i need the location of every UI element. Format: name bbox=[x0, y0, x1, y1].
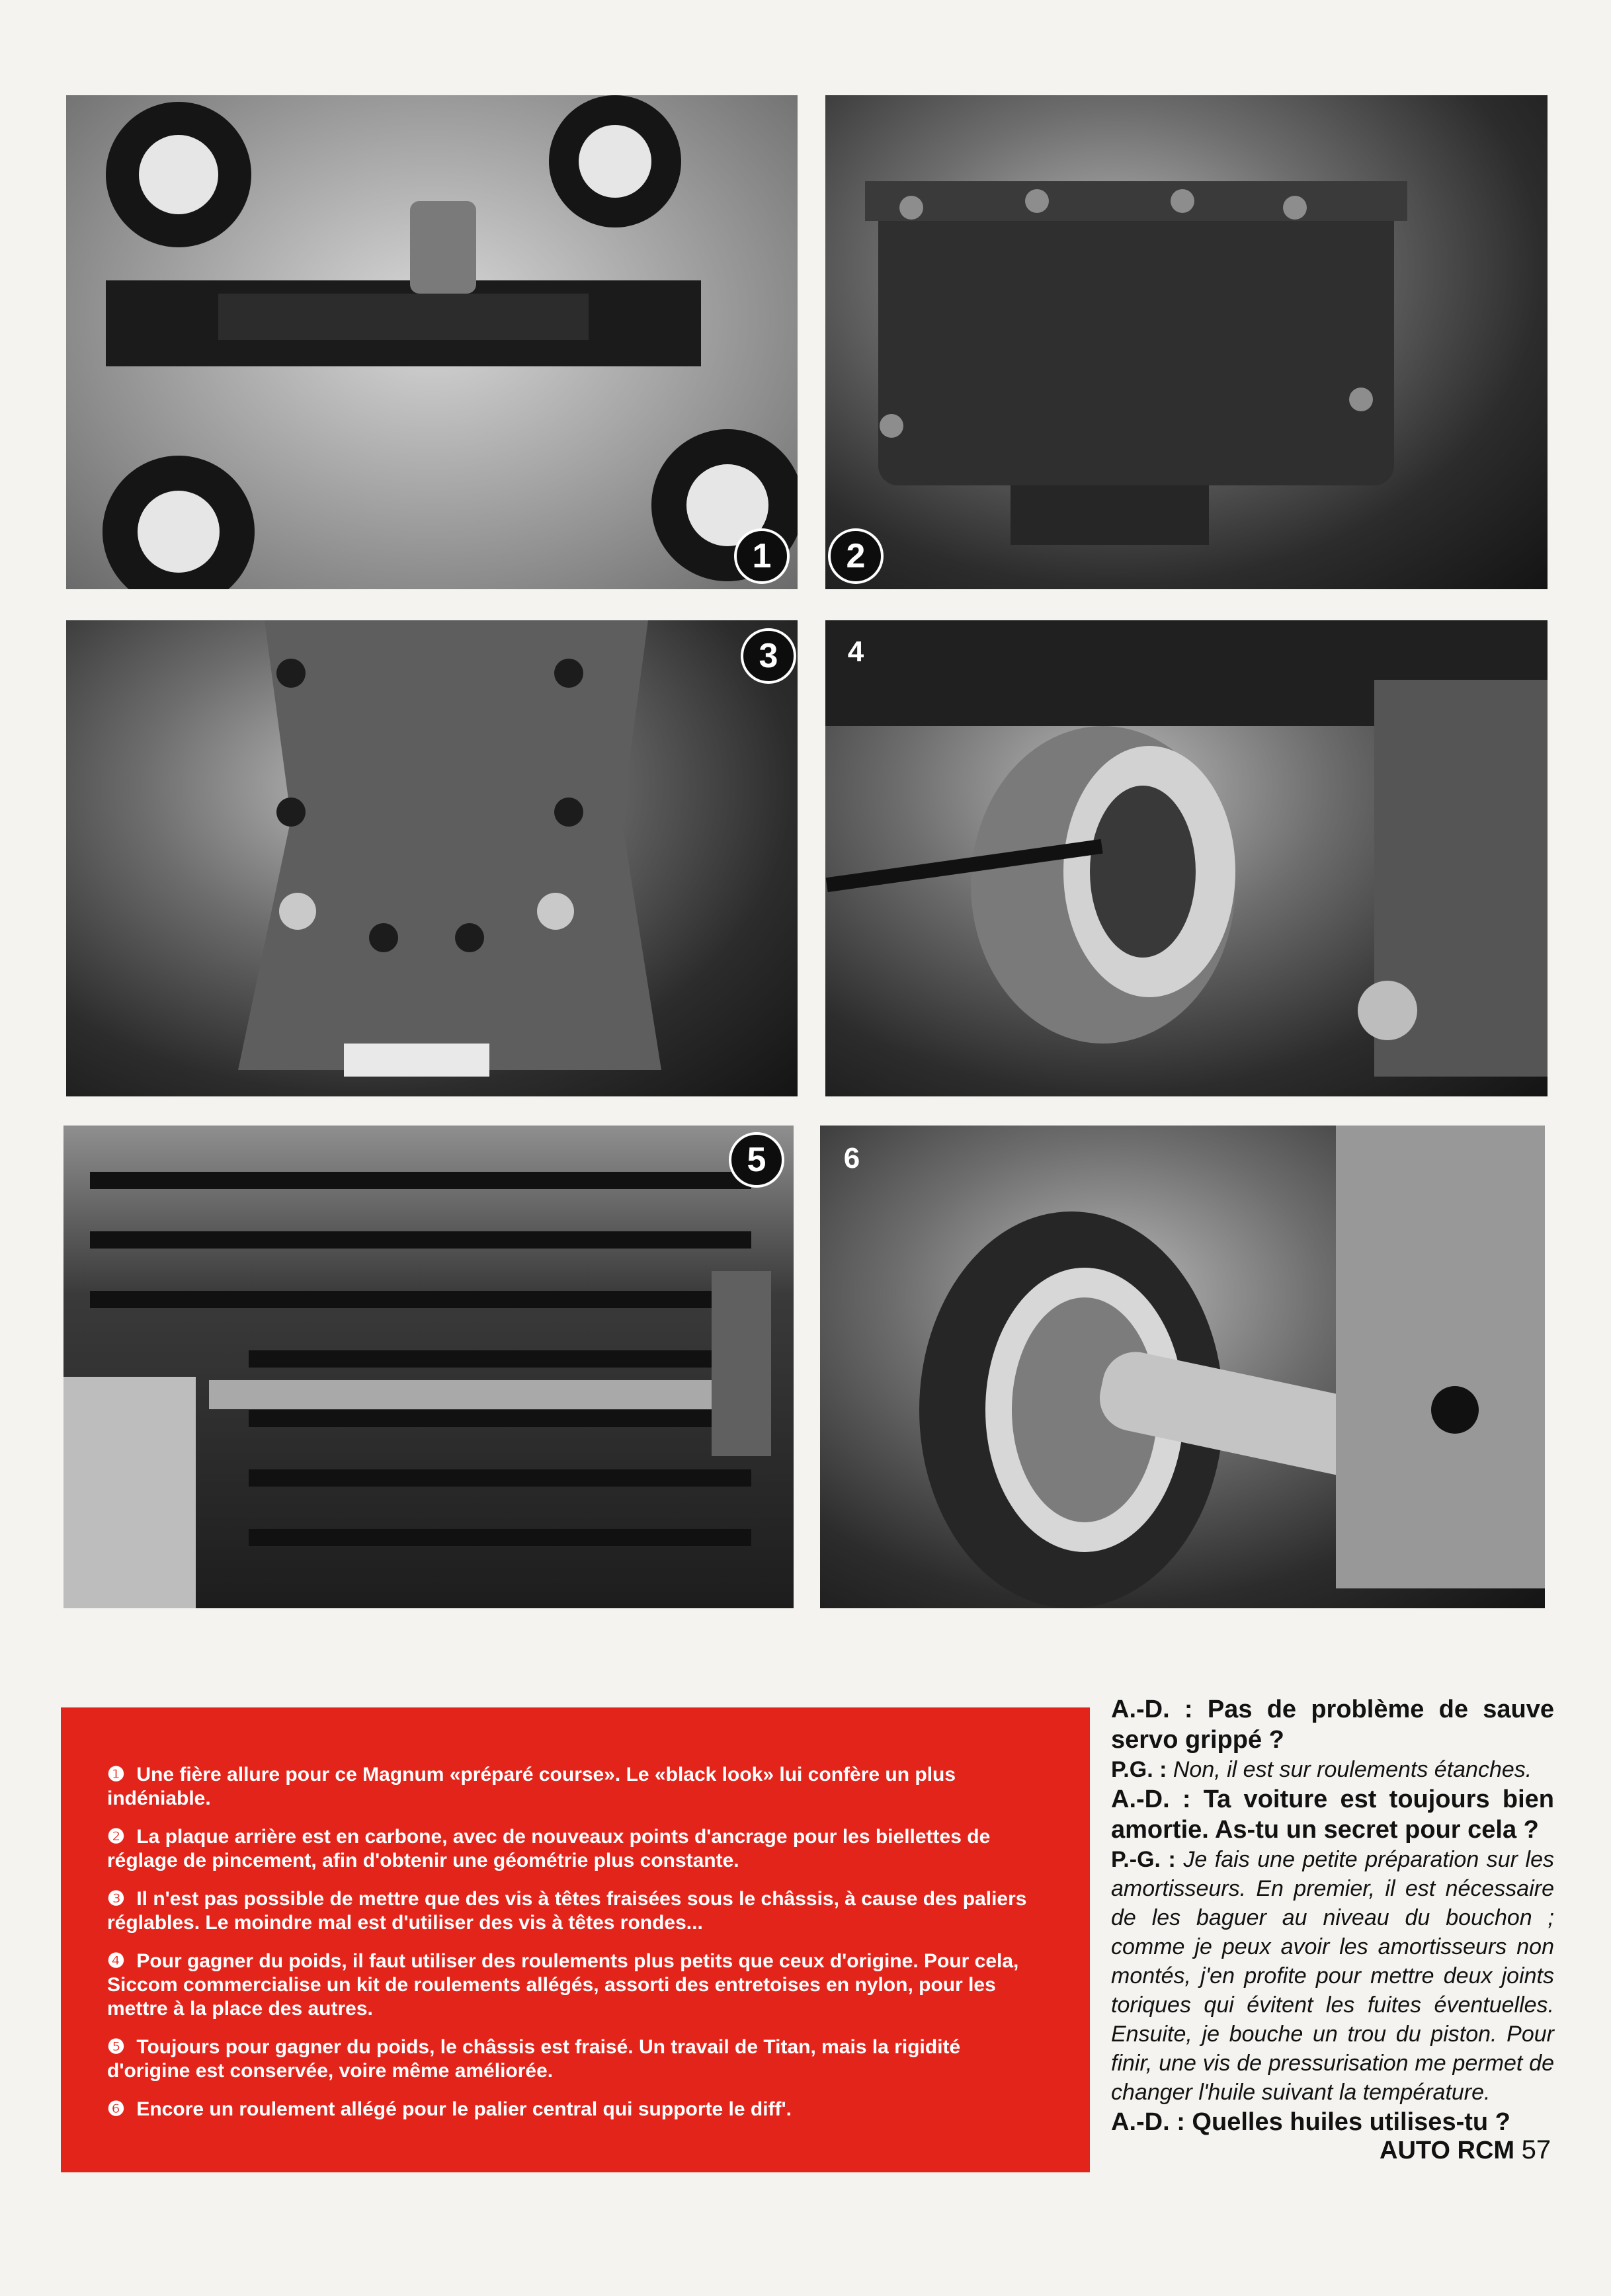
photo-5-illustration bbox=[63, 1126, 794, 1608]
caption-2 bbox=[107, 1825, 1044, 1873]
caption-3 bbox=[107, 1887, 1044, 1935]
caption-6 bbox=[107, 2098, 1044, 2121]
answer-text: Je fais une petite préparation sur les amortisseurs. En premier, il est nécessaire de les baguer au niveau du bouchon ; comme je peux avoir les amortisseurs non montés, j'en profite pour mettre deux joints toriques qui évitent les fuites éventuelles. Ensuite, je bouche un trou du piston. Pour finir, une vis de pressurisation me permet de changer l'huile suivant la température. bbox=[1111, 1847, 1554, 2105]
interview-question: A.-D. : Ta voiture est toujours bien amortie. As-tu un secret pour cela ? bbox=[1111, 1785, 1554, 1844]
interview-question: A.-D. : Pas de problème de sauve servo grippé ? bbox=[1111, 1696, 1554, 1754]
caption-4 bbox=[107, 1949, 1044, 2021]
page-footer bbox=[1380, 2135, 1551, 2165]
photo-number-3: 3 bbox=[741, 628, 796, 684]
caption-text: Une fière allure pour ce Magnum «préparé course». Le «black look» lui confère un plus indéniable. bbox=[107, 1764, 956, 1809]
caption-number: ❶ bbox=[107, 1764, 125, 1785]
interview-column bbox=[1111, 1694, 1554, 2137]
interview-question: A.-D. : Quelles huiles utilises-tu ? bbox=[1111, 2108, 1510, 2136]
photo-number-1: 1 bbox=[734, 528, 790, 584]
photo-3 bbox=[66, 620, 798, 1096]
photo-number-4: 4 bbox=[847, 636, 864, 668]
photo-number-5: 5 bbox=[729, 1132, 784, 1188]
caption-text: Toujours pour gagner du poids, le châssis est fraisé. Un travail de Titan, mais la rigidité d'origine est conservée, voire même améliorée. bbox=[107, 2036, 961, 2082]
photo-1-illustration bbox=[66, 95, 798, 589]
photo-1 bbox=[66, 95, 798, 589]
caption-text: La plaque arrière est en carbone, avec de nouveaux points d'ancrage pour les biellettes de réglage de pincement, afin d'obtenir une géométrie plus constante. bbox=[107, 1826, 991, 1871]
caption-number: ❺ bbox=[107, 2036, 125, 2058]
photo-number-6: 6 bbox=[843, 1142, 860, 1174]
photo-6-illustration bbox=[820, 1126, 1545, 1608]
answer-speaker: P.G. : bbox=[1111, 1757, 1167, 1782]
page-number: 57 bbox=[1521, 2135, 1551, 2164]
caption-number: ❷ bbox=[107, 1826, 125, 1848]
interview-answer bbox=[1111, 1755, 1554, 1784]
interview-answer bbox=[1111, 1845, 1554, 2107]
photo-2 bbox=[825, 95, 1548, 589]
caption-text: Il n'est pas possible de mettre que des vis à têtes fraisées sous le châssis, à cause des paliers réglables. Le moindre mal est d'utiliser des vis à têtes rondes... bbox=[107, 1888, 1027, 1934]
photo-5 bbox=[63, 1126, 794, 1608]
caption-5 bbox=[107, 2035, 1044, 2083]
answer-text: Non, il est sur roulements étanches. bbox=[1173, 1757, 1532, 1782]
photo-4 bbox=[825, 620, 1548, 1096]
photo-3-illustration bbox=[66, 620, 798, 1096]
photo-number-2: 2 bbox=[828, 528, 884, 584]
caption-number: ❻ bbox=[107, 2098, 125, 2120]
caption-1 bbox=[107, 1763, 1044, 1811]
caption-number: ❹ bbox=[107, 1950, 125, 1972]
photo-2-illustration bbox=[825, 95, 1548, 589]
photo-captions-box bbox=[61, 1707, 1090, 2172]
caption-number: ❸ bbox=[107, 1888, 125, 1910]
photo-6 bbox=[820, 1126, 1545, 1608]
answer-speaker: P.-G. : bbox=[1111, 1847, 1176, 1872]
photo-4-illustration bbox=[825, 620, 1548, 1096]
caption-text: Pour gagner du poids, il faut utiliser des roulements plus petits que ceux d'origine. Pour cela, Siccom commercialise un kit de roulements allégés, assorti des entretoises en nylon, pour les mettre à la place des autres. bbox=[107, 1950, 1019, 2020]
magazine-name: AUTO RCM bbox=[1380, 2137, 1515, 2164]
caption-text: Encore un roulement allégé pour le palier central qui supporte le diff'. bbox=[136, 2098, 792, 2120]
